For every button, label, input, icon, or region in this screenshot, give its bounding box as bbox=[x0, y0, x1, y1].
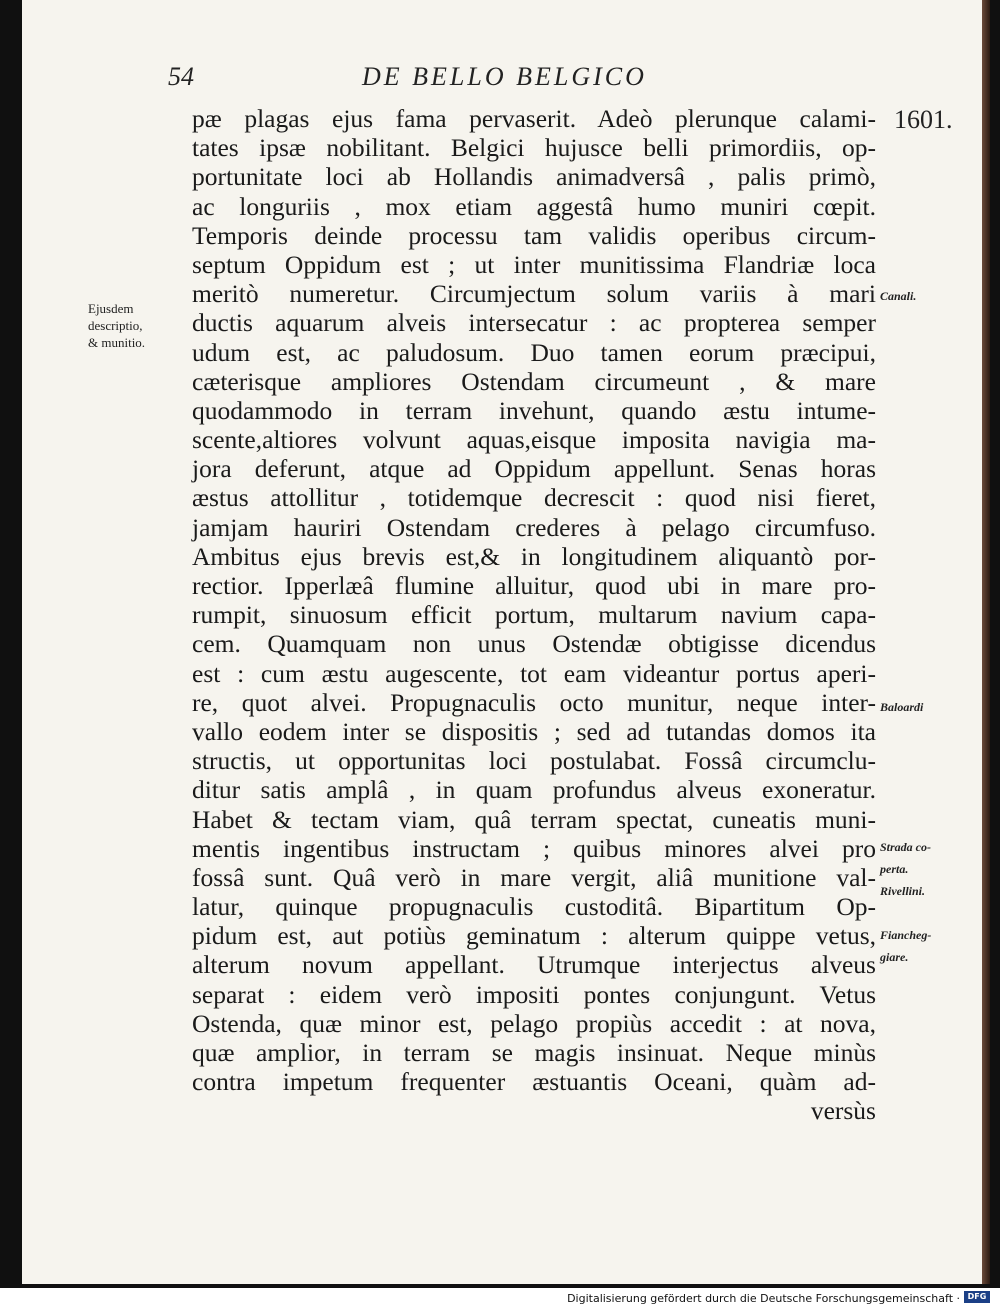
text-line: jora deferunt, atque ad Oppidum appellunt. Senas horas bbox=[192, 454, 876, 484]
text-line: quæ amplior, in terram se magis insinuat. Neque minùs bbox=[192, 1038, 876, 1067]
text-line: ditur satis amplâ , in quam profundus alveus exoneratur. bbox=[192, 775, 876, 805]
margin-note-line: & munitio. bbox=[88, 335, 146, 350]
text-line: vallo eodem inter se dispositis ; sed ad tutandas domos ita bbox=[192, 716, 876, 746]
dfg-logo: DFG bbox=[964, 1291, 990, 1303]
text-line: cem. Quamquam non unus Ostendæ obtigisse dicendus bbox=[192, 629, 876, 659]
text-line: est : cum æstu augescente, tot eam videantur portus aperi- bbox=[192, 658, 876, 688]
text-line: fossâ sunt. Quâ verò in mare vergit, aliâ munitione val- bbox=[192, 862, 876, 892]
text-line: ac longuriis , mox etiam aggestâ humo muniri cœpit. bbox=[192, 191, 876, 221]
main-text-block bbox=[192, 104, 876, 1126]
text-line: septum Oppidum est ; ut inter munitissima Flandriæ loca bbox=[192, 249, 876, 279]
margin-note-line: Fiancheg- bbox=[880, 928, 932, 942]
margin-note-line: giare. bbox=[880, 950, 909, 964]
text-line: separat : eidem verò impositi pontes conjungunt. Vetus bbox=[192, 979, 876, 1009]
text-line: pidum est, aut potiùs geminatum : alterum quippe vetus, bbox=[192, 921, 876, 951]
text-line: alterum novum appellant. Utrumque interjectus alveus bbox=[192, 950, 876, 980]
text-line: mentis ingentibus instructam ; quibus minores alvei pro bbox=[192, 833, 876, 863]
text-line: æstus attollitur , totidemque decrescit : quod nisi fieret, bbox=[192, 483, 876, 513]
text-line: rumpit, sinuosum efficit portum, multarum navium capa- bbox=[192, 600, 876, 630]
text-line: meritò numeretur. Circumjectum solum variis à mari bbox=[192, 279, 876, 309]
text-line: udum est, ac paludosum. Duo tamen eorum præcipui, bbox=[192, 337, 876, 367]
year-marginal: 1601. bbox=[894, 105, 953, 134]
margin-note-fiancheg bbox=[880, 924, 990, 968]
text-line: portunitate loci ab Hollandis animadversâ , palis primò, bbox=[192, 162, 876, 192]
book-page bbox=[22, 0, 982, 1284]
text-line: tates ipsæ nobilitant. Belgici hujusce belli primordiis, op- bbox=[192, 133, 876, 163]
text-line: pæ plagas ejus fama pervaserit. Adeò plerunque calami- bbox=[192, 104, 876, 133]
text-line: contra impetum frequenter æstuantis Oceani, quàm ad- bbox=[192, 1067, 876, 1097]
text-line: scente,altiores volvunt aquas,eisque imposita navigia ma- bbox=[192, 425, 876, 455]
text-line: cæterisque ampliores Ostendam circumeunt , & mare bbox=[192, 366, 876, 396]
margin-note-line: perta. bbox=[880, 862, 909, 876]
text-line: Habet & tectam viam, quâ terram spectat, cuneatis muni- bbox=[192, 804, 876, 834]
margin-note-canali: Canali. bbox=[880, 289, 917, 303]
text-line: quodammodo in terram invehunt, quando æstu intume- bbox=[192, 395, 876, 425]
text-line: versùs bbox=[810, 1096, 876, 1126]
margin-note-strada bbox=[880, 836, 990, 880]
margin-note-line: Strada co- bbox=[880, 840, 931, 854]
running-title: DE BELLO BELGICO bbox=[362, 62, 647, 91]
page-number: 54 bbox=[168, 62, 194, 91]
text-line: Ambitus ejus brevis est,& in longitudinem aliquantò por- bbox=[192, 541, 876, 571]
text-line: Temporis deinde processu tam validis operibus circum- bbox=[192, 220, 876, 250]
margin-note-line: Ejusdem bbox=[88, 301, 134, 316]
text-line: Ostenda, quæ minor est, pelago propiùs accedit : at nova, bbox=[192, 1008, 876, 1038]
margin-note-rivellini: Rivellini. bbox=[880, 884, 925, 898]
margin-note-baloardi: Baloardi bbox=[880, 700, 924, 714]
margin-note-left bbox=[88, 300, 188, 351]
page-header bbox=[168, 62, 868, 102]
text-line: ductis aquarum alveis intersecatur : ac propterea semper bbox=[192, 308, 876, 338]
text-line: re, quot alvei. Propugnaculis octo munitur, neque inter- bbox=[192, 687, 876, 717]
text-line: latur, quinque propugnaculis custoditâ. Bipartitum Op- bbox=[192, 892, 876, 922]
text-line: rectior. Ipperlæâ flumine alluitur, quod ubi in mare pro- bbox=[192, 571, 876, 600]
margin-note-line: descriptio, bbox=[88, 318, 143, 333]
text-line: jamjam hauriri Ostendam crederes à pelago circumfuso. bbox=[192, 512, 876, 542]
footer-credit: Digitalisierung gefördert durch die Deutsche Forschungsgemeinschaft · bbox=[567, 1292, 960, 1305]
text-line: structis, ut opportunitas loci postulabat. Fossâ circumclu- bbox=[192, 746, 876, 776]
